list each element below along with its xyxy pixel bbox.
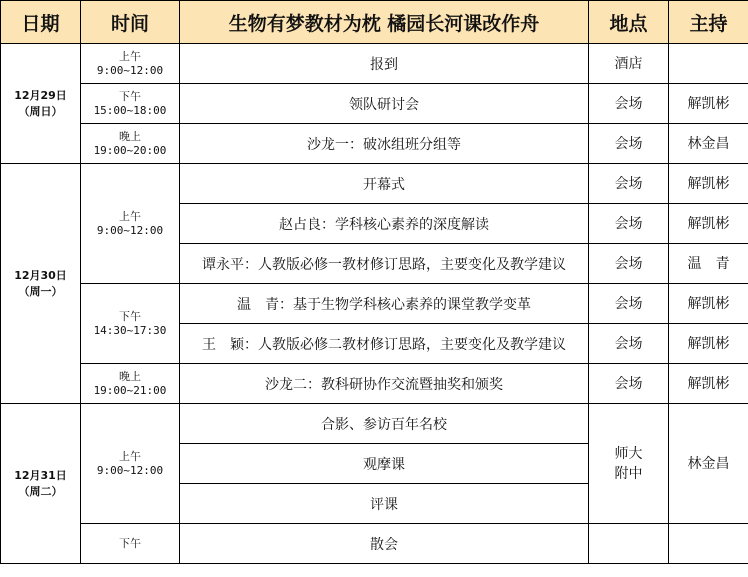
weekday-label: （周日） — [18, 104, 63, 118]
place-cell: 会场 — [589, 164, 669, 204]
place-line: 附中 — [614, 465, 643, 482]
place-cell: 会场 — [589, 324, 669, 364]
table-row — [1, 524, 748, 564]
host-cell: 林金昌 — [669, 404, 748, 524]
weekday-label: （周二） — [18, 484, 63, 498]
period-label: 晚上 — [119, 129, 141, 143]
hours-label: 15:00~18:00 — [93, 103, 167, 117]
item-cell: 赵占良：学科核心素养的深度解读 — [180, 204, 589, 244]
item-cell: 谭永平：人教版必修一教材修订思路，主要变化及教学建议 — [180, 244, 589, 284]
table-row — [1, 404, 748, 444]
table-row — [1, 284, 748, 324]
hours-label: 19:00~21:00 — [93, 383, 167, 397]
item-cell: 沙龙一：破冰组班分组等 — [180, 124, 589, 164]
header-row — [1, 1, 748, 44]
table-row — [1, 124, 748, 164]
item-cell: 散会 — [180, 524, 589, 564]
time-cell — [81, 524, 180, 564]
table-row — [1, 364, 748, 404]
period-label: 下午 — [119, 536, 141, 550]
host-cell: 解凯彬 — [669, 284, 748, 324]
time-cell — [81, 44, 180, 84]
period-label: 上午 — [119, 209, 141, 223]
date-label: 12月31日 — [14, 468, 67, 482]
period-label: 上午 — [119, 449, 141, 463]
place-cell: 酒店 — [589, 44, 669, 84]
item-cell: 王 颖：人教版必修二教材修订思路，主要变化及教学建议 — [180, 324, 589, 364]
host-cell — [669, 44, 748, 84]
host-cell: 解凯彬 — [669, 164, 748, 204]
date-label: 12月29日 — [14, 88, 67, 102]
item-cell: 报到 — [180, 44, 589, 84]
date-cell — [1, 44, 81, 164]
place-line: 师大 — [614, 445, 643, 462]
place-cell: 会场 — [589, 84, 669, 124]
item-cell: 评课 — [180, 484, 589, 524]
time-cell — [81, 84, 180, 124]
time-cell — [81, 364, 180, 404]
weekday-label: （周一） — [18, 284, 63, 298]
hours-label: 14:30~17:30 — [93, 323, 167, 337]
item-cell: 开幕式 — [180, 164, 589, 204]
table-row — [1, 44, 748, 84]
hours-label: 9:00~12:00 — [96, 63, 164, 77]
period-label: 下午 — [119, 309, 141, 323]
period-label: 上午 — [119, 49, 141, 63]
header-host: 主持 — [669, 1, 748, 44]
host-cell: 温 青 — [669, 244, 748, 284]
host-cell: 解凯彬 — [669, 204, 748, 244]
header-title: 生物有梦教材为枕 橘园长河课改作舟 — [180, 1, 589, 44]
hours-label: 19:00~20:00 — [93, 143, 167, 157]
item-cell: 观摩课 — [180, 444, 589, 484]
host-cell — [669, 524, 748, 564]
item-cell: 领队研讨会 — [180, 84, 589, 124]
place-cell — [589, 524, 669, 564]
table-row — [1, 84, 748, 124]
host-cell: 解凯彬 — [669, 324, 748, 364]
header-time: 时间 — [81, 1, 180, 44]
period-label: 下午 — [119, 89, 141, 103]
date-label: 12月30日 — [14, 268, 67, 282]
time-cell — [81, 164, 180, 284]
period-label: 晚上 — [119, 369, 141, 383]
item-cell: 温 青：基于生物学科核心素养的课堂教学变革 — [180, 284, 589, 324]
place-cell: 会场 — [589, 284, 669, 324]
place-cell: 会场 — [589, 244, 669, 284]
time-cell — [81, 404, 180, 524]
date-cell — [1, 164, 81, 404]
header-date: 日期 — [1, 1, 81, 44]
time-cell — [81, 284, 180, 364]
place-cell: 会场 — [589, 124, 669, 164]
date-cell — [1, 404, 81, 564]
header-place: 地点 — [589, 1, 669, 44]
hours-label: 9:00~12:00 — [96, 463, 164, 477]
place-cell: 会场 — [589, 364, 669, 404]
hours-label: 9:00~12:00 — [96, 223, 164, 237]
host-cell: 解凯彬 — [669, 84, 748, 124]
time-cell — [81, 124, 180, 164]
table-row — [1, 164, 748, 204]
host-cell: 林金昌 — [669, 124, 748, 164]
host-cell: 解凯彬 — [669, 364, 748, 404]
place-cell — [589, 404, 669, 524]
item-cell: 沙龙二：教科研协作交流暨抽奖和颁奖 — [180, 364, 589, 404]
item-cell: 合影、参访百年名校 — [180, 404, 589, 444]
place-cell: 会场 — [589, 204, 669, 244]
